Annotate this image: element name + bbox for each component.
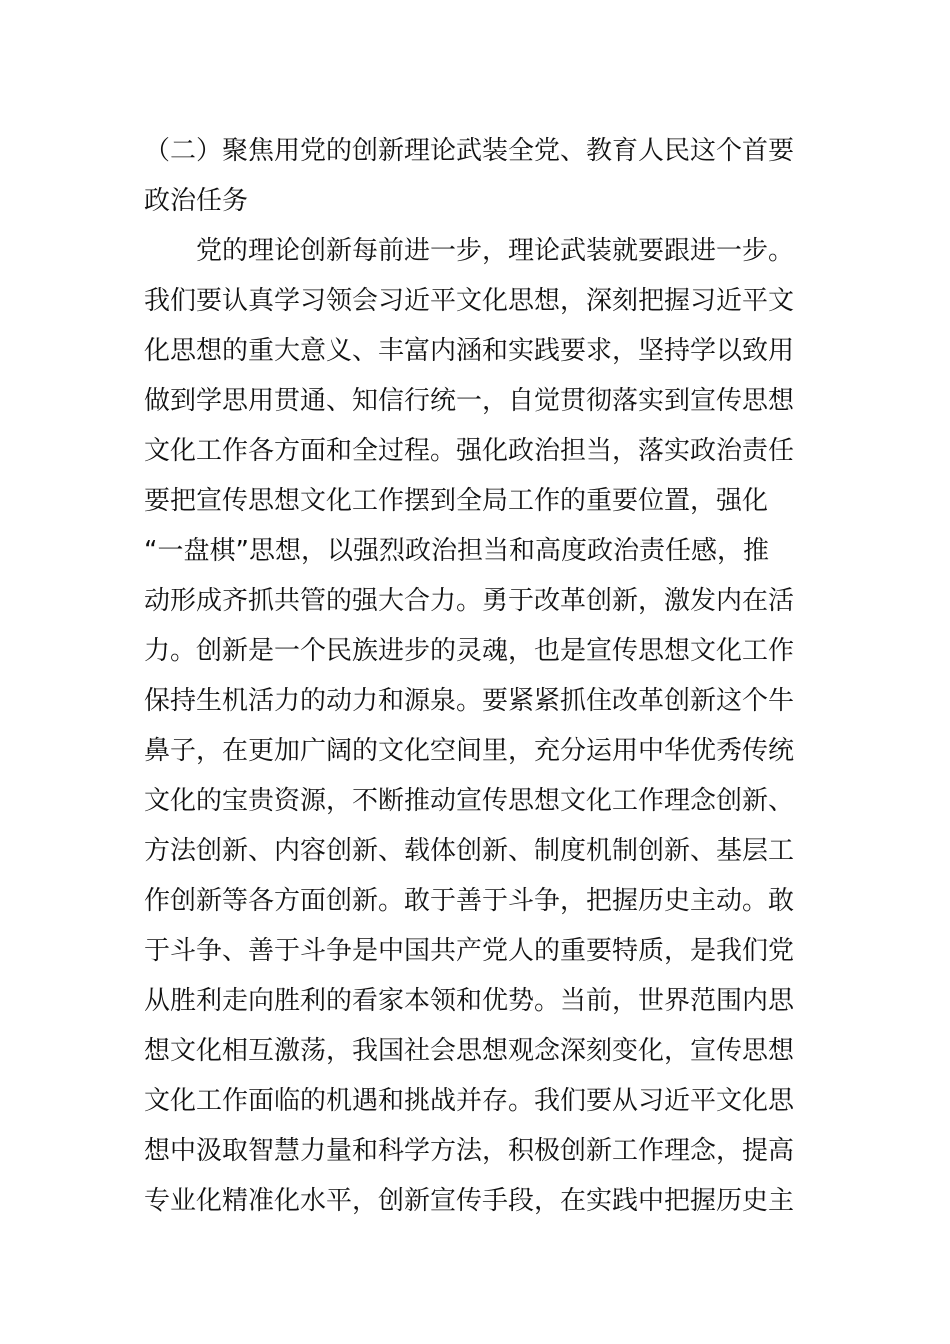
paragraph-line: 想中汲取智慧力量和科学方法，积极创新工作理念，提高 (144, 1136, 795, 1166)
paragraph-line: 方法创新、内容创新、载体创新、制度机制创新、基层工 (144, 836, 795, 866)
paragraph-line: 文化工作面临的机遇和挑战并存。我们要从习近平文化思 (144, 1086, 795, 1116)
paragraph-line: 文化的宝贵资源，不断推动宣传思想文化工作理念创新、 (144, 786, 795, 816)
paragraph-line: 鼻子，在更加广阔的文化空间里，充分运用中华优秀传统 (144, 736, 795, 766)
paragraph-line: 化思想的重大意义、丰富内涵和实践要求，坚持学以致用 (144, 336, 795, 366)
paragraph-line: “一盘棋”思想，以强烈政治担当和高度政治责任感，推 (144, 536, 769, 566)
paragraph-line: 力。创新是一个民族进步的灵魂，也是宣传思想文化工作 (144, 636, 795, 666)
paragraph-line: 我们要认真学习领会习近平文化思想，深刻把握习近平文 (144, 286, 795, 316)
paragraph-line: 专业化精准化水平，创新宣传手段，在实践中把握历史主 (144, 1186, 795, 1216)
paragraph-line: 文化工作各方面和全过程。强化政治担当，落实政治责任 (144, 436, 795, 466)
paragraph-line: 从胜利走向胜利的看家本领和优势。当前，世界范围内思 (144, 986, 795, 1016)
paragraph-line: 党的理论创新每前进一步，理论武装就要跟进一步。 (196, 236, 795, 266)
paragraph-line: 作创新等各方面创新。敢于善于斗争，把握历史主动。敢 (144, 886, 795, 916)
paragraph-line: 要把宣传思想文化工作摆到全局工作的重要位置，强化 (144, 486, 769, 516)
paragraph-line: 保持生机活力的动力和源泉。要紧紧抓住改革创新这个牛 (144, 686, 795, 716)
section-heading-line-2: 政治任务 (144, 186, 249, 216)
section-heading-line-1: （二）聚焦用党的创新理论武装全党、教育人民这个首要 (144, 136, 795, 166)
paragraph-line: 做到学思用贯通、知信行统一，自觉贯彻落实到宣传思想 (144, 386, 795, 416)
paragraph-line: 于斗争、善于斗争是中国共产党人的重要特质，是我们党 (144, 936, 795, 966)
paragraph-line: 动形成齐抓共管的强大合力。勇于改革创新，激发内在活 (144, 586, 795, 616)
paragraph-line: 想文化相互激荡，我国社会思想观念深刻变化，宣传思想 (144, 1036, 795, 1066)
